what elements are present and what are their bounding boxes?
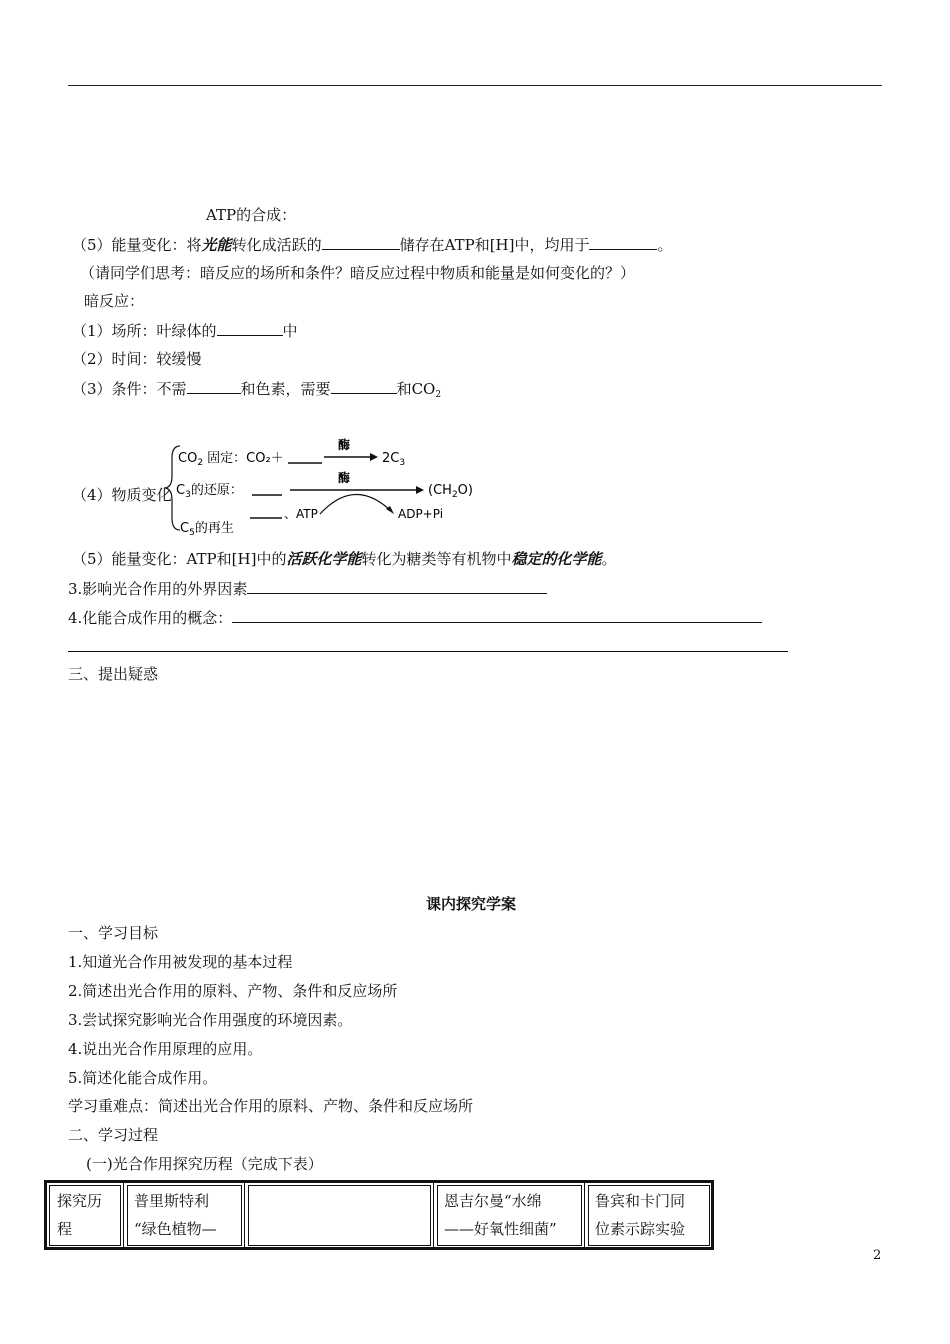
- study-heading: 课内探究学案: [426, 895, 517, 913]
- cond-suffix: 和CO: [396, 380, 436, 398]
- table-cell: 恩吉尔曼“水绵 ——好氧性细菌”: [434, 1182, 585, 1249]
- place-line: [72, 320, 298, 341]
- goals-title: 一、学习目标: [68, 924, 159, 942]
- answer-line[interactable]: [68, 651, 788, 652]
- cond-prefix: （3）条件：不需: [72, 380, 187, 398]
- row2-label-b: 的还原：: [190, 483, 243, 498]
- place-prefix: （1）场所：叶绿体的: [72, 322, 217, 340]
- row3-label-b: 的再生: [194, 521, 234, 536]
- diagram-label: （4）物质变化: [72, 486, 172, 504]
- table-row: [46, 1182, 713, 1249]
- svg-text:C5的再生: [180, 520, 234, 536]
- blank-field[interactable]: [331, 378, 397, 394]
- blank-field[interactable]: [187, 378, 241, 394]
- row2-byproduct: ADP+Pi: [398, 507, 444, 521]
- row2-enzyme: 酶: [338, 471, 351, 485]
- blank-field[interactable]: [247, 578, 547, 594]
- row3-atp: 、ATP: [284, 507, 318, 521]
- factors-line: [68, 578, 547, 599]
- row2-product: (CH: [428, 483, 452, 498]
- think-question: （请同学们思考：暗反应的场所和条件？暗反应过程中物质和能量是如何变化的？）: [80, 264, 636, 282]
- chemo-label: 4.化能合成作用的概念：: [68, 609, 233, 627]
- arrowhead: [416, 486, 424, 494]
- goal-item: 4.说出光合作用原理的应用。: [68, 1040, 263, 1058]
- goal-item: 5.简述化能合成作用。: [68, 1069, 218, 1087]
- history-table: [44, 1180, 714, 1250]
- material-change-diagram: [160, 436, 490, 536]
- row1-label-b: 固定：CO₂＋: [203, 451, 284, 466]
- row2-sub: 3: [185, 490, 191, 500]
- table-cell: 鲁宾和卡门同 位素示踪实验: [585, 1182, 713, 1249]
- dark-reaction-title: 暗反应：: [84, 292, 145, 310]
- blank-field[interactable]: [217, 320, 283, 336]
- energy-dark-prefix: （5）能量变化：ATP和[H]中的: [72, 550, 287, 568]
- energy-dark-bold1: 活跃化学能: [286, 550, 362, 568]
- process-title: 二、学习过程: [68, 1126, 159, 1144]
- energy-dark-bold2: 稳定的化学能: [511, 550, 602, 568]
- table-caption: (一)光合作用探究历程（完成下表）: [86, 1155, 323, 1173]
- energy-light-prefix: （5）能量变化：将: [72, 236, 202, 254]
- time-line: （2）时间：较缓慢: [72, 350, 202, 368]
- row1-enzyme: 酶: [338, 438, 351, 452]
- energy-dark-end: 。: [601, 550, 617, 568]
- energy-light-end: 。: [657, 236, 673, 254]
- row1-product: 2C: [382, 451, 400, 466]
- place-suffix: 中: [282, 322, 298, 340]
- table-cell: 普里斯特利 “绿色植物—: [124, 1182, 245, 1249]
- goal-item: 3.尝试探究影响光合作用强度的环境因素。: [68, 1011, 353, 1029]
- chemosynthesis-line: [68, 607, 762, 628]
- atp-synthesis-line: ATP的合成：: [206, 206, 297, 224]
- energy-change-dark-line: [72, 549, 617, 569]
- energy-light-mid: 转化成活跃的: [231, 236, 322, 254]
- row2-label-a: C: [176, 483, 186, 498]
- row3-sub: 5: [189, 528, 195, 536]
- goal-item: 2.简述出光合作用的原料、产物、条件和反应场所: [68, 982, 398, 1000]
- row2-product-sub: 2: [451, 490, 458, 500]
- factors-label: 3.影响光合作用的外界因素: [68, 580, 248, 598]
- svg-text:CO2 固定：CO₂＋: [178, 451, 284, 468]
- svg-text:C3的还原：: [176, 483, 243, 500]
- goal-item: 1.知道光合作用被发现的基本过程: [68, 953, 293, 971]
- svg-text:2C3: [382, 451, 405, 468]
- blank-field[interactable]: [322, 234, 400, 250]
- blank-field[interactable]: [589, 234, 657, 250]
- energy-light-bold: 光能: [201, 236, 232, 254]
- row1-label-a: CO: [178, 451, 198, 466]
- condition-line: [72, 378, 441, 405]
- energy-dark-mid: 转化为糖类等有机物中: [361, 550, 512, 568]
- doubts-title: 三、提出疑惑: [68, 665, 159, 683]
- arrowhead: [370, 453, 378, 461]
- page-number: 2: [873, 1248, 882, 1263]
- cond-sub: 2: [435, 390, 442, 400]
- energy-change-light-line: [72, 234, 673, 255]
- blank-field[interactable]: [232, 607, 762, 623]
- row2-product-end: O): [457, 483, 473, 498]
- key-points: 学习重难点：简述出光合作用的原料、产物、条件和反应场所: [68, 1097, 474, 1115]
- svg-text:(CH2O): [428, 483, 473, 500]
- row1-product-sub: 3: [399, 458, 406, 468]
- row3-label-a: C: [180, 521, 190, 536]
- header-rule: [68, 85, 882, 86]
- row1-sub: 2: [197, 458, 204, 468]
- curved-arrow: [320, 494, 392, 514]
- cond-mid: 和色素，需要: [240, 380, 331, 398]
- energy-light-mid2: 储存在ATP和[H]中，均用于: [399, 236, 590, 254]
- table-cell[interactable]: [245, 1182, 434, 1249]
- table-cell: 探究历 程: [46, 1182, 124, 1249]
